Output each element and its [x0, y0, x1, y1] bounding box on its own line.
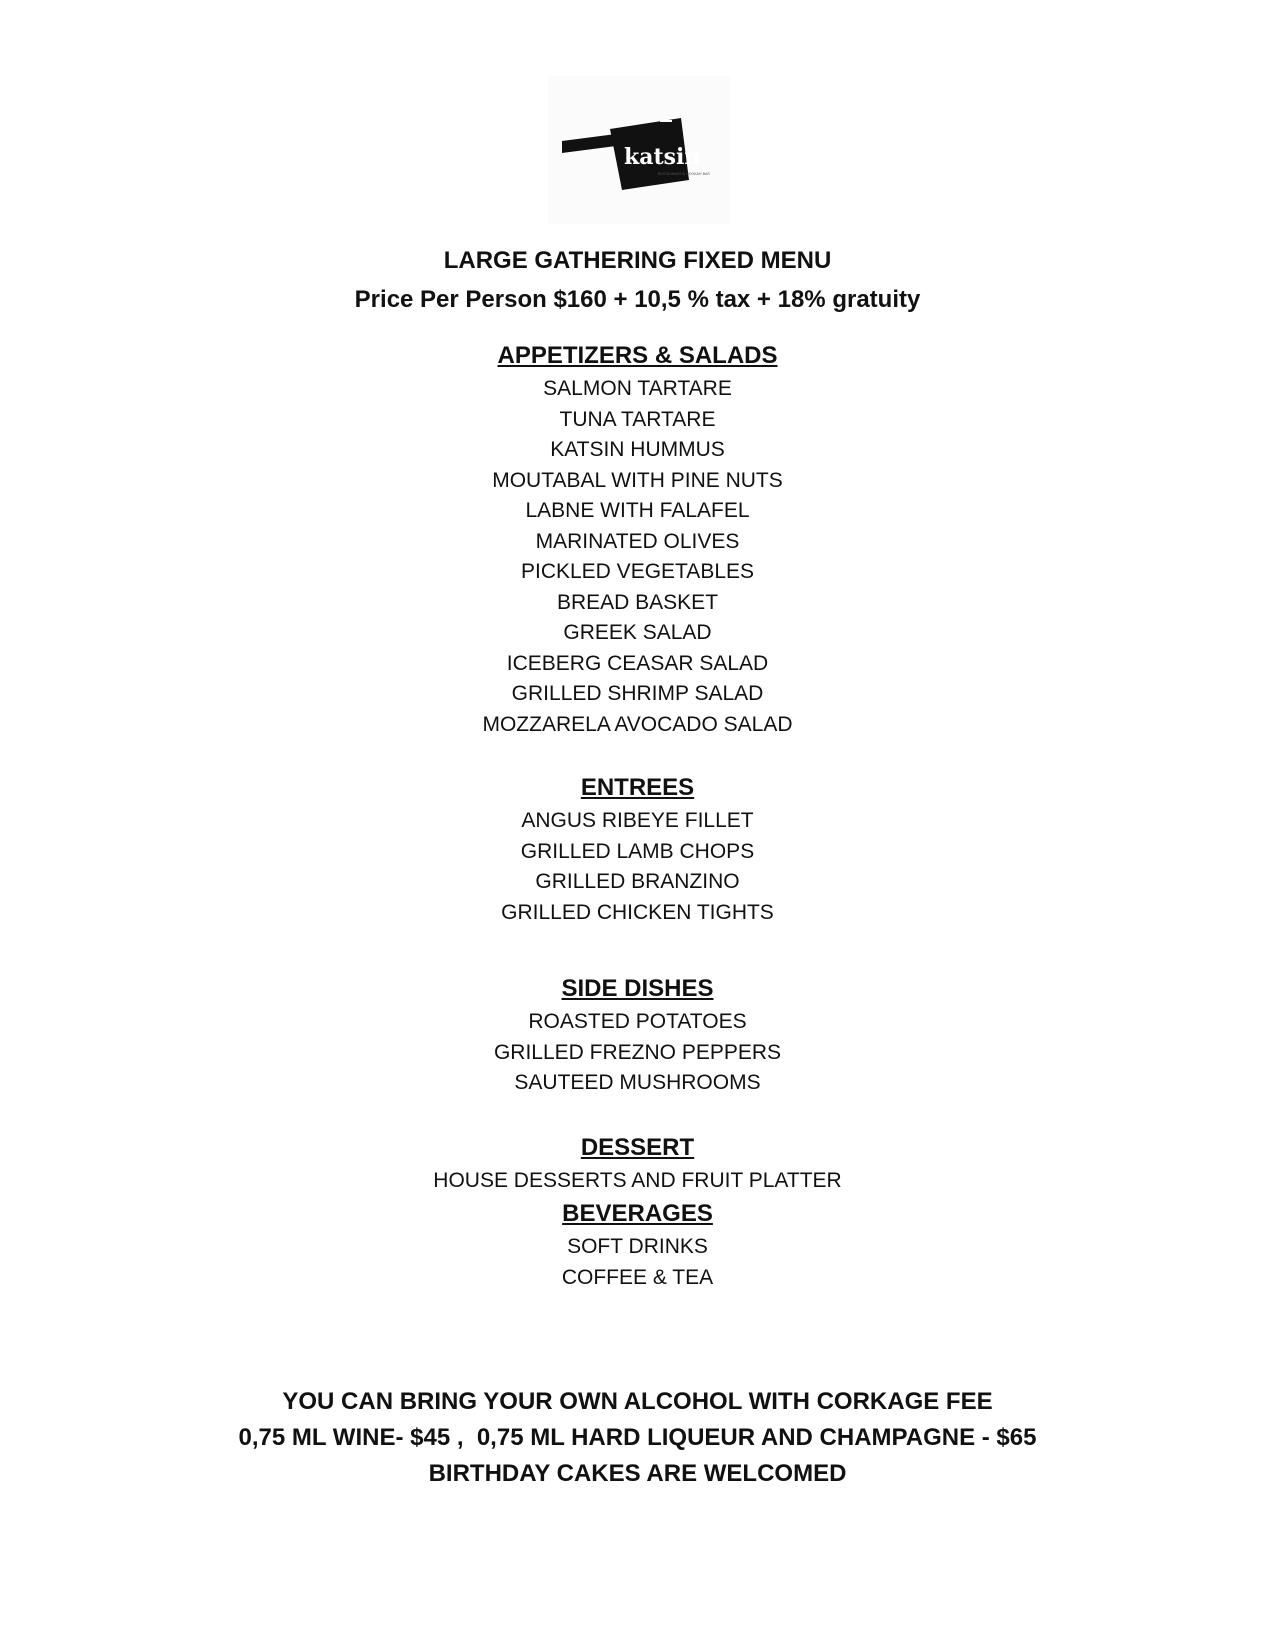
restaurant-logo: [548, 76, 730, 224]
menu-item: TUNA TARTARE: [559, 407, 716, 431]
menu-item: SOFT DRINKS: [567, 1235, 708, 1258]
birthday-cakes-note: BIRTHDAY CAKES ARE WELCOMED: [428, 1460, 847, 1487]
section-entrees: [0, 773, 1275, 928]
menu-item: ANGUS RIBEYE FILLET: [521, 809, 754, 832]
menu-item: MOZZARELA AVOCADO SALAD: [482, 712, 793, 736]
section-beverages: [0, 1199, 1275, 1293]
menu-item: GRILLED FREZNO PEPPERS: [493, 1040, 782, 1064]
section-heading: SIDE DISHES: [561, 975, 714, 1002]
menu-item: ROASTED POTATOES: [528, 1010, 747, 1033]
menu-item: ICEBERG CEASAR SALAD: [506, 651, 769, 675]
menu-item: GRILLED CHICKEN TIGHTS: [501, 900, 774, 924]
logo-wordmark: katsin: [624, 144, 701, 170]
corkage-note: YOU CAN BRING YOUR OWN ALCOHOL WITH CORKAGE FEE: [282, 1388, 993, 1415]
price-line: Price Per Person $160 + 10,5 % tax + 18% gratuity: [354, 286, 921, 313]
menu-item: PICKLED VEGETABLES: [520, 560, 755, 583]
section-dessert: [0, 1133, 1275, 1197]
menu-item: HOUSE DESSERTS AND FRUIT PLATTER: [433, 1169, 842, 1192]
policy-notes: [0, 1384, 1275, 1492]
menu-item: SALMON TARTARE: [543, 377, 732, 400]
menu-item: LABNE WITH FALAFEL: [525, 499, 750, 522]
logo-tagline: RESTAURANT & HOOKAH BAR: [658, 172, 710, 176]
menu-item: GREEK SALAD: [563, 621, 712, 644]
menu-item: MOUTABAL WITH PINE NUTS: [492, 468, 783, 492]
section-heading: DESSERT: [580, 1134, 695, 1161]
menu-title: LARGE GATHERING FIXED MENU: [443, 247, 832, 274]
section-side-dishes: [0, 974, 1275, 1099]
section-appetizers-salads: [0, 341, 1275, 740]
menu-item: GRILLED LAMB CHOPS: [520, 839, 755, 863]
cleaver-logo-icon: [548, 76, 730, 224]
section-heading: APPETIZERS & SALADS: [497, 342, 778, 369]
menu-item: GRILLED BRANZINO: [535, 870, 740, 893]
menu-item: BREAD BASKET: [556, 590, 719, 614]
menu-item: MARINATED OLIVES: [535, 529, 740, 553]
menu-item: COFFEE & TEA: [561, 1265, 714, 1289]
menu-item: GRILLED SHRIMP SALAD: [511, 682, 764, 705]
corkage-fees-note: 0,75 ML WINE- $45 , 0,75 ML HARD LIQUEUR AND CHAMPAGNE - $65: [238, 1424, 1037, 1451]
section-heading: ENTREES: [580, 774, 695, 801]
menu-item: KATSIN HUMMUS: [550, 438, 725, 461]
menu-item: SAUTEED MUSHROOMS: [514, 1071, 761, 1094]
section-heading: BEVERAGES: [562, 1200, 713, 1227]
